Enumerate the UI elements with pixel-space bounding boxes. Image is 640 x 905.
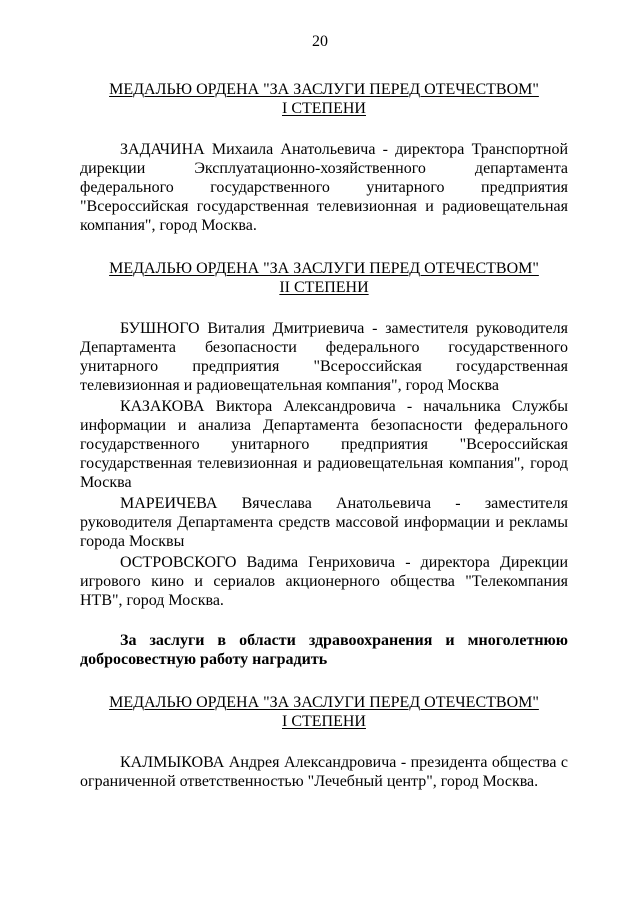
award-entry: БУШНОГО Виталия Дмитриевича - заместителя руководителя Департамента безопасности федерального государственного унитарного предприятия "Всероссийская государственная телевизионная и радиовещательная компания", город Москва [80, 320, 568, 394]
award-entry: МАРЕИЧЕВА Вячеслава Анатольевича - заместителя руководителя Департамента средств массовой информации и рекламы города Москвы [80, 495, 568, 550]
award-heading-degree: II СТЕПЕНИ [279, 279, 369, 296]
award-heading-second-degree [80, 259, 568, 297]
award-heading-degree: I СТЕПЕНИ [282, 100, 366, 117]
award-entry: КАЗАКОВА Виктора Александровича - начальника Службы информации и анализа Департамента безопасности федерального государственного унитарного предприятия "Всероссийская государственная телевизионная и радиовещательная компания", город Москва [80, 398, 568, 491]
document-body [80, 80, 568, 791]
award-heading-first-degree [80, 693, 568, 731]
award-heading-title: МЕДАЛЬЮ ОРДЕНА "ЗА ЗАСЛУГИ ПЕРЕД ОТЕЧЕСТВОМ" [109, 694, 539, 711]
award-heading-degree: I СТЕПЕНИ [282, 713, 366, 730]
award-heading-title: МЕДАЛЬЮ ОРДЕНА "ЗА ЗАСЛУГИ ПЕРЕД ОТЕЧЕСТВОМ" [109, 260, 539, 277]
award-entry: ОСТРОВСКОГО Вадима Генриховича - директора Дирекции игрового кино и сериалов акционерного общества "Телекомпания НТВ", город Москва. [80, 554, 568, 609]
award-entry: КАЛМЫКОВА Андрея Александровича - президента общества с ограниченной ответственностью "Лечебный центр", город Москва. [80, 754, 568, 790]
award-heading-title: МЕДАЛЬЮ ОРДЕНА "ЗА ЗАСЛУГИ ПЕРЕД ОТЕЧЕСТВОМ" [109, 81, 539, 98]
page-number: 20 [312, 33, 328, 50]
award-statement: За заслуги в области здравоохранения и многолетнюю добросовестную работу наградить [80, 632, 568, 668]
award-heading-first-degree [80, 80, 568, 118]
award-entry: ЗАДАЧИНА Михаила Анатольевича - директора Транспортной дирекции Эксплуатационно-хозяйственного департамента федерального государственного унитарного предприятия "Всероссийская государственная телевизионная и радиовещательная компания", город Москва. [80, 141, 568, 234]
